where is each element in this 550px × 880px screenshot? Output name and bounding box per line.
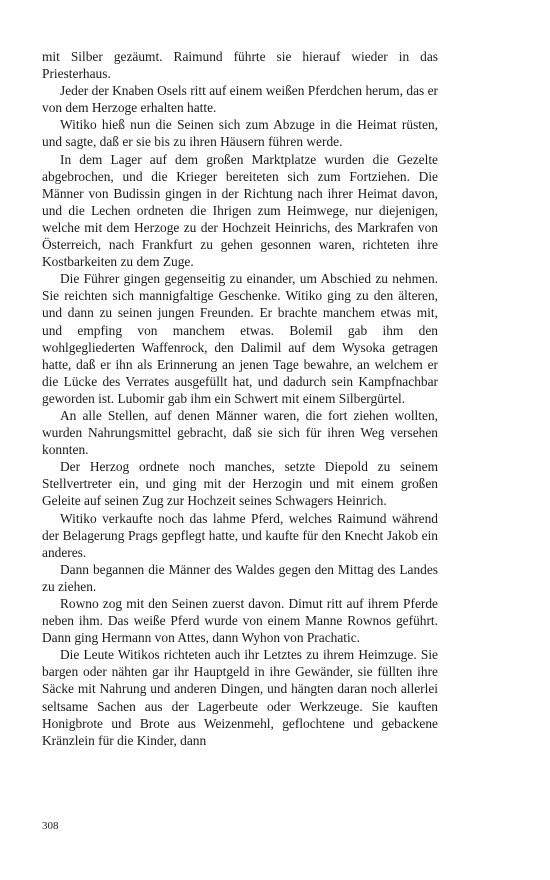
page-body [42, 48, 438, 749]
paragraph: Rowno zog mit den Seinen zuerst davon. Dimut ritt auf ihrem Pferde neben ihm. Das weiße Pferd wurde von einem Manne Rownos geführt. Dann ging Hermann von Attes, dann Wyhon von Prachatic. [42, 596, 438, 646]
paragraph: Witiko verkaufte noch das lahme Pferd, welches Raimund während der Belagerung Prags gepflegt hatte, und kaufte für den Knecht Jakob ein anderes. [42, 510, 438, 560]
paragraph-continuation: mit Silber gezäumt. Raimund führte sie hierauf wieder in das Priesterhaus. [42, 49, 438, 82]
paragraph: Witiko hieß nun die Seinen sich zum Abzuge in die Heimat rüsten, und sagte, daß er sie bis zu ihren Häusern führen werde. [42, 117, 438, 150]
page-number: 308 [42, 820, 59, 832]
paragraph: Die Führer gingen gegenseitig zu einander, um Abschied zu nehmen. Sie reichten sich mannigfaltige Geschenke. Witiko ging zu den älteren, und dann zu seinen jungen Freunden. Er brachte manchem etwas mit, und empfing von manchem etwas. Bolemil gab ihm den wohlgegliederten Waffenrock, den Dalimil auf dem Wysoka getragen hatte, daß er ihn als Erinnerung an jenen Tage bewahre, an welchem er die Lücke des Verrates ausgefüllt hat, und dadurch sein Kampfnachbar geworden ist. Lubomir gab ihm ein Schwert mit einem Silbergürtel. [42, 271, 438, 406]
paragraph: Die Leute Witikos richteten auch ihr Letztes zu ihrem Heimzuge. Sie bargen oder nähten gar ihr Hauptgeld in ihre Gewänder, sie füllten ihre Säcke mit Nahrung und anderen Dingen, und hängten daran noch allerlei seltsame Sachen aus der Lagerbeute oder Werkzeuge. Sie kauften Honigbrote und Brote aus Weizenmehl, geflochtene und gebackene Kränzlein für die Kinder, dann [42, 647, 438, 748]
paragraph: An alle Stellen, auf denen Männer waren, die fort ziehen wollten, wurden Nahrungsmittel gebracht, daß sie sich für ihren Weg versehen konnten. [42, 407, 438, 458]
paragraph: Dann begannen die Männer des Waldes gegen den Mittag des Landes zu ziehen. [42, 561, 438, 594]
paragraph: In dem Lager auf dem großen Marktplatze wurden die Gezelte abgebrochen, und die Krieger bereiteten sich zum Fortziehen. Die Männer von Budissin gingen in der Richtung nach ihrer Heimat davon, und die Lechen ordneten die Ihrigen zum Heimwege, nur diejenigen, welche mit dem Herzoge zu der Hochzeit Heinrichs, des Markrafen von Österreich, nach Frankfurt zu gehen gesonnen waren, richteten ihre Kostbarkeiten zu dem Zuge. [42, 151, 438, 270]
paragraph: Jeder der Knaben Osels ritt auf einem weißen Pferdchen herum, das er von dem Herzoge erhalten hatte. [42, 83, 438, 116]
paragraph: Der Herzog ordnete noch manches, setzte Diepold zu seinem Stellvertreter ein, und ging mit der Herzogin und mit einem großen Geleite auf seinen Zug zur Hochzeit seines Schwagers Heinrich. [42, 459, 438, 509]
